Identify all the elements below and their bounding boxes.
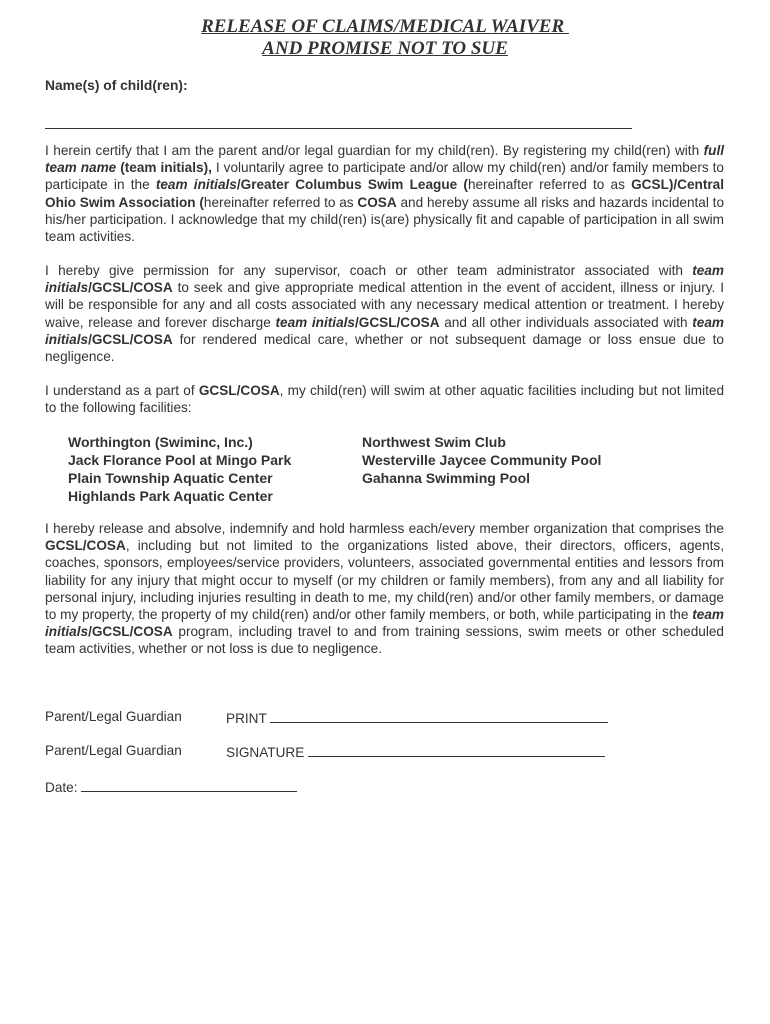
facility-item: Plain Township Aquatic Center <box>68 470 273 486</box>
facilities-right-column <box>362 433 601 487</box>
text: , including but not limited to the organizations listed above, their directors, officers, agents, coaches, sponsors, employees/service providers, volunteers, associated governmental entities and lessors from liability for any injury that might occur to myself (or my children or family members), from any and all liability for personal injury, including injuries resulting in death to me, my child(ren) and/or other family members, or damage to my property, the property of my child(ren) and/or other family members, or both, while participating in the <box>45 538 724 623</box>
text: for rendered medical care, whether or not subsequent damage or loss ensue due to negligence. <box>45 331 724 365</box>
placeholder-team-initials: team initials <box>45 314 724 347</box>
print-name-row <box>45 709 267 726</box>
title-line-2: AND PROMISE NOT TO SUE <box>262 38 508 59</box>
guardian-label: Parent/Legal Guardian <box>45 743 182 758</box>
facility-item: Northwest Swim Club <box>362 434 506 450</box>
placeholder-full-team-name: full team name <box>45 143 724 176</box>
signature-row <box>45 743 305 760</box>
org-abbrev: /GCSL/COSA <box>88 280 173 296</box>
org-abbrev: GCSL/COSA <box>198 383 280 398</box>
facilities-left-column <box>68 433 291 505</box>
print-name-group <box>226 709 608 726</box>
text: , my child(ren) will swim at other aquatic facilities including but not limited to the following facilities: <box>45 383 725 416</box>
facility-item: Gahanna Swimming Pool <box>362 470 531 486</box>
signature-field[interactable] <box>308 743 605 757</box>
date-label: Date: <box>45 780 78 795</box>
release-paragraph <box>45 520 724 658</box>
association-name: GCSL)/Central Ohio Swim Association ( <box>45 177 725 210</box>
facility-item: Worthington (Swiminc, Inc.) <box>68 434 253 450</box>
facility-item: Highlands Park Aquatic Center <box>68 488 273 504</box>
facility-item: Jack Florance Pool at Mingo Park <box>68 452 292 468</box>
date-row <box>45 778 297 795</box>
date-field[interactable] <box>81 778 297 792</box>
child-names-field[interactable] <box>45 128 632 129</box>
league-name: /Greater Columbus Swim League ( <box>236 177 468 193</box>
placeholder-team-initials: team initials <box>155 177 237 193</box>
signature-group <box>226 743 605 760</box>
print-name-field[interactable] <box>270 709 608 723</box>
org-abbrev: /GCSL/COSA <box>88 331 173 347</box>
text: I hereby give permission for any supervisor, coach or other team administrator associated with <box>45 263 693 278</box>
cosa-abbrev: COSA <box>357 194 397 210</box>
medical-permission-paragraph <box>45 262 724 365</box>
placeholder-team-initials: team initials <box>45 607 724 640</box>
child-names-label: Name(s) of child(ren): <box>45 78 188 93</box>
text: hereinafter referred to as <box>203 194 358 210</box>
signature-label: SIGNATURE <box>226 745 305 760</box>
guardian-label: Parent/Legal Guardian <box>45 709 182 724</box>
org-abbrev: /GCSL/COSA <box>354 314 440 330</box>
placeholder-team-initials: (team initials), <box>116 160 212 176</box>
certification-paragraph <box>45 142 724 245</box>
text: to seek and give appropriate medical attention in the event of accident, illness or injury. I will be responsible for any and all costs associated with any necessary medical attention or treatment. I hereby waive, release and forever discharge <box>45 280 724 330</box>
org-abbrev: GCSL/COSA <box>45 538 126 554</box>
text: I voluntarily agree to participate and/or allow my child(ren) and/or family members to participate in the <box>45 160 724 193</box>
placeholder-team-initials: team initials <box>45 263 724 296</box>
title-line-1: RELEASE OF CLAIMS/MEDICAL WAIVER <box>201 16 569 37</box>
text: I herein certify that I am the parent and/or legal guardian for my child(ren). By registering my child(ren) with <box>45 143 704 158</box>
document-title <box>0 16 770 60</box>
facilities-intro-paragraph <box>45 382 724 416</box>
facility-item: Westerville Jaycee Community Pool <box>362 452 602 468</box>
org-abbrev: /GCSL/COSA <box>88 624 173 640</box>
text: and all other individuals associated with <box>439 314 693 330</box>
text: and hereby assume all risks and hazards incidental to his/her participation. I acknowledge that my child(ren) is(are) physically fit and capable of participation in all swim team activities. <box>45 194 725 245</box>
print-label: PRINT <box>226 711 267 726</box>
placeholder-team-initials: team initials <box>275 314 355 330</box>
text: program, including travel to and from training sessions, swim meets or other scheduled team activities, whether or not loss is due to negligence. <box>45 624 724 657</box>
text: hereinafter referred to as <box>467 177 632 193</box>
text: I understand as a part of <box>45 383 199 398</box>
text: I hereby release and absolve, indemnify and hold harmless each/every member organization that comprises the <box>45 521 724 536</box>
